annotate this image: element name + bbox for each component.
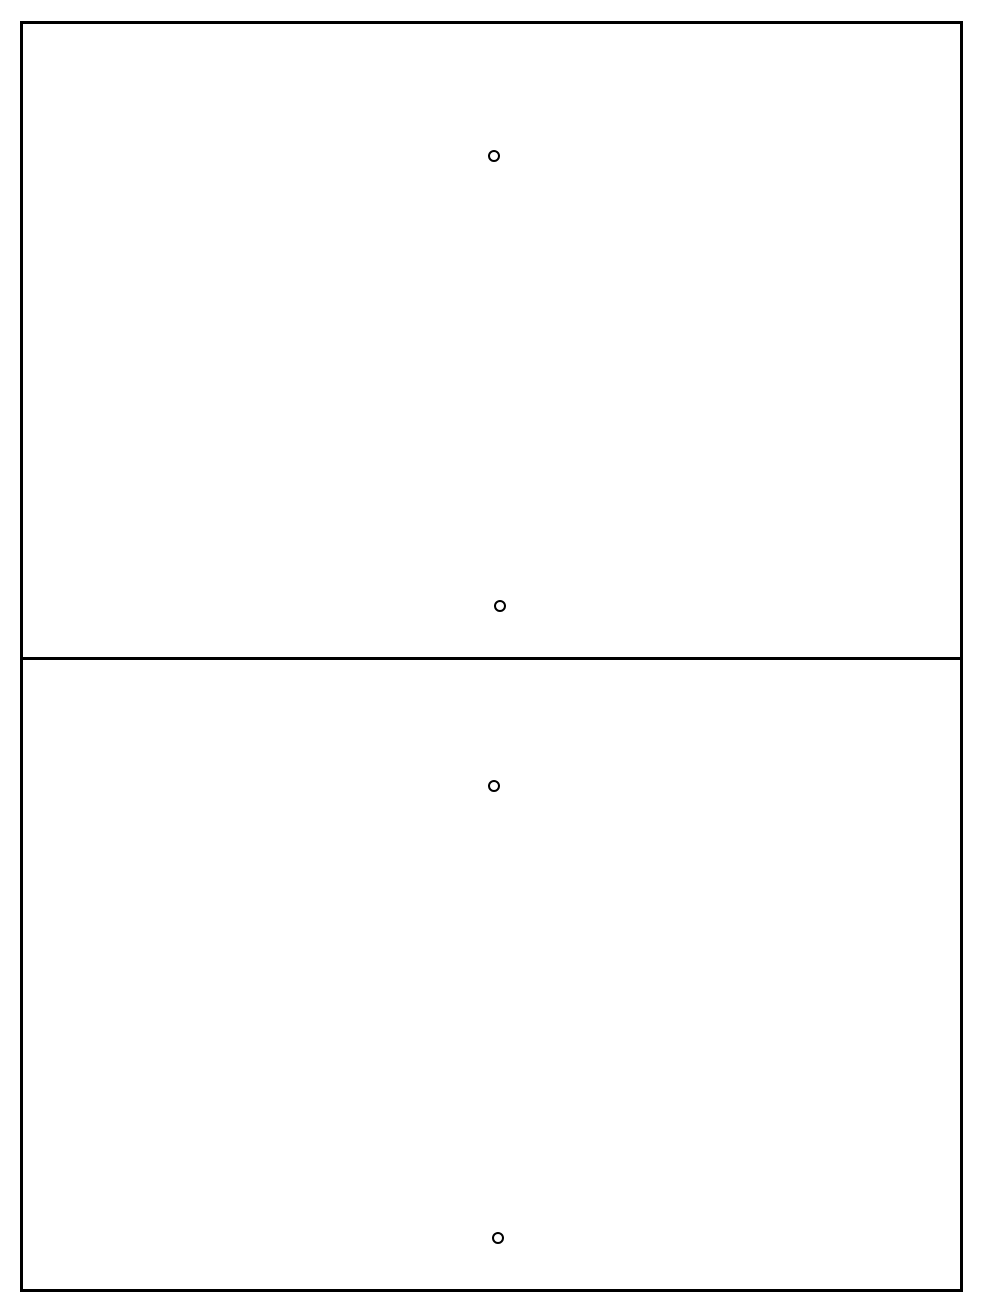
half-divider bbox=[20, 657, 963, 660]
verse-end-circle bbox=[494, 600, 506, 612]
verse-start-circle bbox=[488, 780, 500, 792]
verse-end-circle bbox=[492, 1232, 504, 1244]
verse-start-circle bbox=[488, 150, 500, 162]
